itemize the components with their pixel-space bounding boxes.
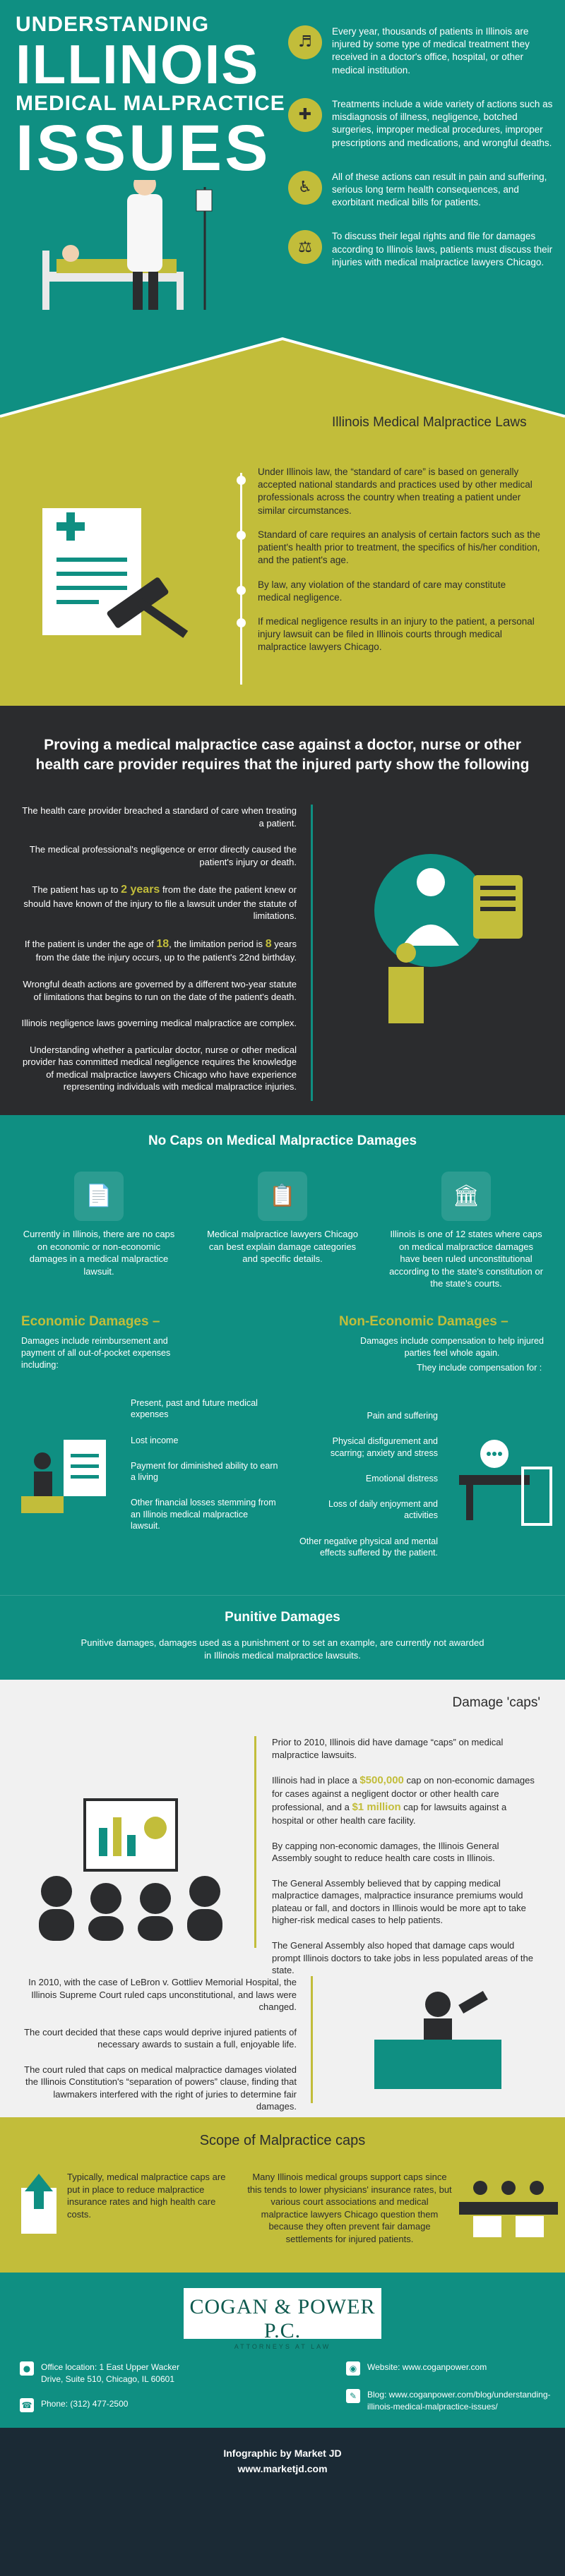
no-caps-column: 📄 Currently in Illinois, there are no caps on economic or non-economic damages in a medical malpractice lawsuit. [21, 1172, 177, 1277]
company-logo: COGAN & POWER P.C. ATTORNEYS AT LAW [184, 2288, 381, 2339]
hero-point [288, 230, 557, 269]
proving-item: The health care provider breached a standard of care when treating a patient. [22, 805, 297, 829]
hero-point-text: Treatments include a wide variety of actions such as misdiagnosis of illness, negligence, botched surgeries, improper medical procedures, improper prescriptions and medications, and wrongful deaths. [332, 98, 553, 148]
patient-icon: ♬ [288, 25, 322, 59]
meeting-illustration [28, 1786, 240, 1941]
economic-damages-sub: Damages include reimbursement and payment of all out-of-pocket expenses including: [21, 1336, 171, 1370]
hero-point [288, 25, 557, 77]
section-divider [0, 332, 565, 466]
court-ruling-list: In 2010, with the case of LeBron v. Gottliev Memorial Hospital, the Illinois Supreme Court ruled caps unconstitutional, and laws were changed. The court decided that these caps would deprive injured patients of necessary awards to sustain a full, enjoyable life. The court ruled that caps on medical malpractice damages violated the Illinois Constitution's “separation of powers” clause, finding that lawmakers interfered with the right of juries to determine fair damages. [24, 1977, 297, 2112]
proving-item: The medical professional's negligence or error directly caused the patient's injury or death. [29, 844, 297, 867]
hero-point [288, 98, 557, 150]
laws-text [258, 466, 540, 666]
punitive-title: Punitive Damages [225, 1610, 340, 1625]
credit-line: Infographic by Market JD [223, 2448, 342, 2459]
proving-section [0, 706, 565, 1115]
punitive-text: Punitive damages, damages used as a punishment or to set an example, are currently not awarded in Illinois medical malpractice lawsuits. [81, 1637, 484, 1661]
proving-item: If the patient is under the age of 18, the limitation period is 8 years from the date the injury occurs, up to the patient's 22nd birthday. [24, 937, 297, 963]
ambulance-icon: ✚ [288, 98, 322, 132]
economic-damages-heading: Economic Damages – [21, 1314, 160, 1329]
proving-item: Understanding whether a particular doctor, nurse or other medical provider has committed medical negligence requires the knowledge of medical malpractice lawyers Chicago who have experience representing individuals with medical malpractice injuries. [22, 1044, 297, 1093]
no-caps-column: 📋 Medical malpractice lawyers Chicago can best explain damage categories and specific details. [205, 1172, 360, 1265]
judge-illustration [346, 1983, 530, 2089]
gavel-icon: ⚖ [288, 230, 322, 264]
title-line-2: ILLINOIS [16, 33, 260, 95]
scope-title: Scope of Malpractice caps [199, 2133, 366, 2148]
laws-section [0, 466, 565, 706]
courtroom-illustration [459, 2174, 558, 2244]
doctor-patient-illustration [28, 180, 261, 321]
scope-section [0, 2117, 565, 2273]
no-caps-title: No Caps on Medical Malpractice Damages [148, 1133, 417, 1148]
hero-points [288, 25, 557, 290]
hero-point [288, 171, 557, 210]
document-icon: 📄 [74, 1172, 124, 1221]
hero-point-text: All of these actions can result in pain and suffering, serious long term health consequences, and exorbitant medical bills for patients. [332, 171, 547, 208]
damage-caps-list: Prior to 2010, Illinois did have damage “caps” on medical malpractice lawsuits. Illinois had in place a $500,000 cap on non-economic damages for cases against a negligent doctor or other health care professional, and a $1 million cap for lawsuits against a hospital or other health care facility. By capping non-economic damages, the Illinois General Assembly sought to reduce health care costs in Illinois. The General Assembly believed that by capping medical malpractice damages, malpractice insurance premiums would plateau or fall, and doctors in Illinois would be more apt to take higher-risk medical cases to help patients. The General Assembly also hoped that damage caps would prompt Illinois doctors to take jobs in less populated areas of the state. [272, 1737, 535, 1976]
location-icon: ● [20, 2361, 34, 2376]
punitive-section [0, 1595, 565, 1680]
laws-paragraph: By law, any violation of the standard of care may constitute medical negligence. [258, 579, 506, 603]
hero-section [0, 0, 565, 332]
globe-icon: ◉ [346, 2361, 360, 2376]
non-economic-damages-sub: Damages include compensation to help injured parties feel whole again. [360, 1336, 544, 1358]
footer-section [0, 2273, 565, 2428]
no-caps-column: 🏛 Illinois is one of 12 states where caps on medical malpractice damages have been ruled unconstitutional according to the state's constitution or the state's courts. [388, 1172, 544, 1290]
title-line-4: ISSUES [16, 112, 271, 184]
laws-paragraph: If medical negligence results in an injury to the patient, a personal injury lawsuit can be filed in Illinois courts through medical malpractice lawyers Chicago. [258, 615, 535, 653]
damage-caps-section [0, 1680, 565, 2117]
non-economic-damages-sub2: They include compensation for : [417, 1363, 542, 1373]
scope-text-1: Typically, medical malpractice caps are put in place to reduce malpractice insurance rates and high health care costs. [67, 2172, 226, 2220]
credit-url[interactable]: www.marketjd.com [237, 2463, 328, 2474]
scope-text-2: Many Illinois medical groups support caps since this tends to lower physicians' insurance rates, but various court associations and medical malpractice lawyers Chicago question them because they often prevent fair damage settlements for injured patients. [247, 2172, 452, 2244]
proving-list [21, 805, 297, 1107]
blog-icon: ✎ [346, 2389, 360, 2403]
elderly-patient-illustration [452, 1433, 558, 1531]
phone: ☎ Phone: (312) 477-2500 [20, 2398, 196, 2412]
title-line-1: UNDERSTANDING [16, 13, 210, 36]
hero-point-text: To discuss their legal rights and file for damages according to Illinois laws, patients must discuss their injuries with medical malpractice lawyers Chicago. [332, 231, 553, 267]
doctor-clipboard-illustration [353, 847, 537, 1030]
upload-document-icon [14, 2174, 64, 2237]
title-line-3: MEDICAL MALPRACTICE [16, 92, 285, 115]
hero-point-text: Every year, thousands of patients in Illinois are injured by some type of medical treatment they received in a doctor's office, hospital, or other medical institution. [332, 26, 530, 76]
no-caps-section [0, 1115, 565, 1595]
proving-item: Wrongful death actions are governed by a different two-year statute of limitations that begins to run on the date of the patient's death. [23, 979, 297, 1002]
office-location: ● Office location: 1 East Upper Wacker Drive, Suite 510, Chicago, IL 60601 [20, 2361, 196, 2386]
laws-title: Illinois Medical Malpractice Laws [332, 415, 527, 430]
laws-paragraph: Standard of care requires an analysis of certain factors such as the patient's health prior to treatment, the specifics of his/her condition, and the patient's age. [258, 529, 540, 566]
non-economic-damages-heading: Non-Economic Damages – [339, 1314, 509, 1329]
laws-paragraph: Under Illinois law, the “standard of care” is based on generally accepted national standards and practices used by other medical professionals across the country when treating a patient under similar circumstances. [258, 467, 533, 516]
proving-item: Illinois negligence laws governing medical malpractice are complex. [21, 1018, 297, 1029]
laws-header-section [0, 332, 565, 466]
website[interactable]: ◉ Website: www.coganpower.com [346, 2361, 551, 2376]
proving-item: The patient has up to 2 years from the date the patient knew or should have known of the injury to file a lawsuit under the statute of limitations. [23, 884, 297, 922]
blog[interactable]: ✎ Blog: www.coganpower.com/blog/understanding-illinois-medical-malpractice-issues/ [346, 2389, 551, 2414]
non-economic-damages-list: Pain and suffering Physical disfigurement and scarring; anxiety and stress Emotional distress Loss of daily enjoyment and activities Other negative physical and mental effects suffered by the patient. [299, 1411, 438, 1558]
bills-illustration [21, 1433, 120, 1517]
hero-title [16, 13, 298, 184]
proving-title: Proving a medical malpractice case against a doctor, nurse or other health care provider requires that the injured party show the following [35, 737, 530, 774]
wheelchair-icon: ♿ [288, 171, 322, 205]
damage-caps-title: Damage 'caps' [452, 1695, 540, 1710]
phone-icon: ☎ [20, 2398, 34, 2412]
legal-document-icon [28, 501, 212, 663]
courthouse-icon: 🏛 [441, 1172, 491, 1221]
clipboard-icon: 📋 [258, 1172, 307, 1221]
economic-damages-list: Present, past and future medical expenses Lost income Payment for diminished ability to earn a living Other financial losses stemming from an Illinois medical malpractice lawsuit. [131, 1398, 278, 1531]
credit-section [0, 2428, 565, 2576]
